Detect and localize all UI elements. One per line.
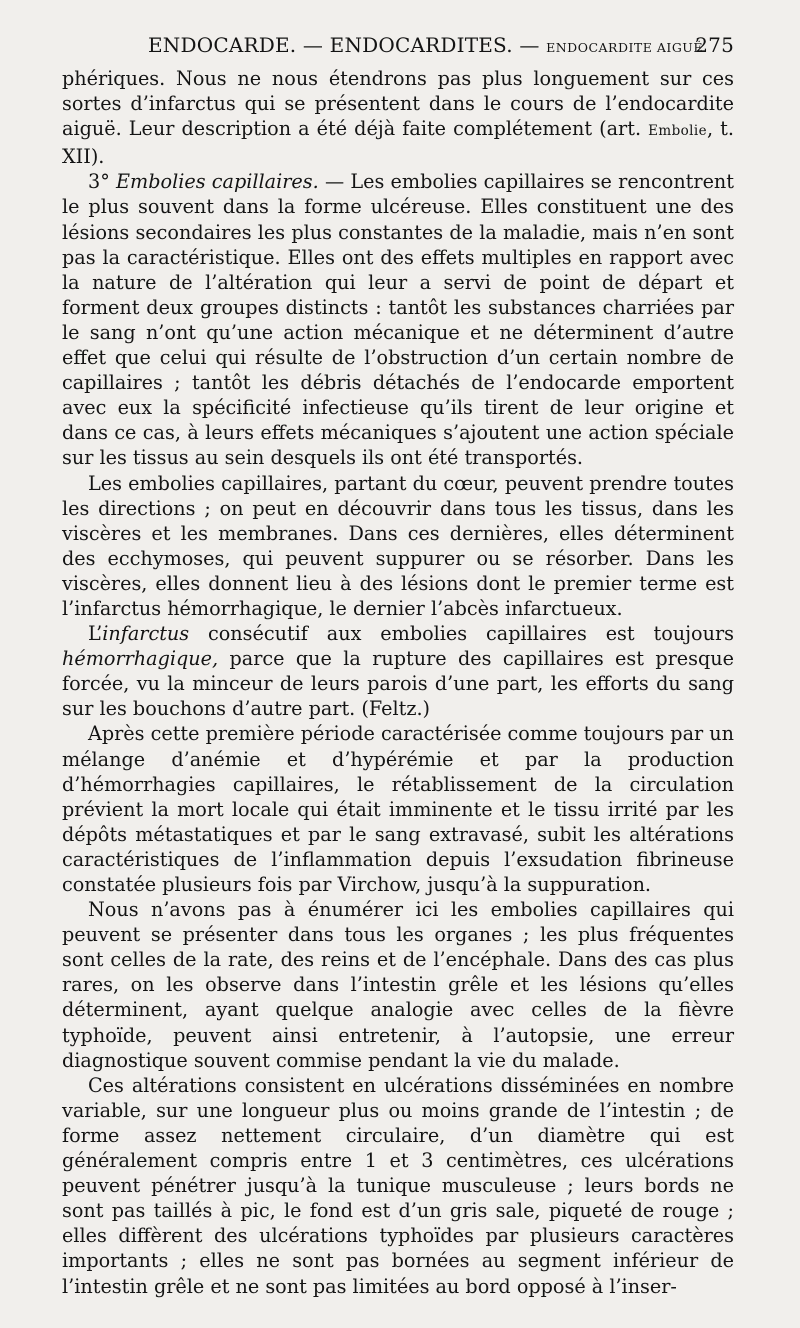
running-title xyxy=(148,33,707,57)
body-text xyxy=(62,66,734,1299)
paragraph: Après cette première période caractérisée comme toujours par un mélange d’anémie et d’hypérémie et par la production d’hémorrhagies capillaires, le rétablissement de la circulation prévient la mort locale qui était imminente et le tissu irrité par les dépôts métastatiques et par le sang extravasé, subit les altérations caractéristiques de l’inflammation depuis l’exsudation fibrineuse constatée plusieurs fois par Virchow, jusqu’à la suppuration. xyxy=(62,722,734,896)
section-heading: Embolies capillaires. xyxy=(116,170,319,194)
smallcaps-reference: Embolie xyxy=(648,123,707,140)
running-title-section: ENDOCARDITE AIGUË. xyxy=(546,40,708,55)
paragraph: L’infarctus consécutif aux embolies capillaires est toujours hémorrhagique, parce que la rupture des capillaires est presque forcée, vu la minceur de leurs parois d’une part, les efforts du sang sur les bouchons d’autre part. (Feltz.) xyxy=(62,622,734,721)
paragraph: Ces altérations consistent en ulcérations disséminées en nombre variable, sur une longueur plus ou moins grande de l’intestin ; de forme assez nettement circulaire, d’un diamètre qui est généralement compris entre 1 et 3 centimètres, ces ulcérations peuvent pénétrer jusqu’à la tunique musculeuse ; leurs bords ne sont pas taillés à pic, le fond est d’un gris sale, piqueté de rouge ; elles diffèrent des ulcérations typhoïdes par plusieurs caractères importants ; elles ne sont pas bornées au segment inférieur de l’intestin grêle et ne sont pas limitées au bord opposé à l’inser- xyxy=(62,1073,734,1298)
paragraph: phériques. Nous ne nous étendrons pas plus longuement sur ces sortes d’infarctus qui se présentent dans le cours de l’endocardite aiguë. Leur description a été déjà faite complétement (art. Embolie, t. XII). xyxy=(62,67,734,169)
page-number: 275 xyxy=(695,33,734,57)
paragraph: Les embolies capillaires, partant du cœur, peuvent prendre toutes les directions ; on peut en découvrir dans tous les tissus, dans les viscères et les membranes. Dans ces dernières, elles déterminent des ecchymoses, qui peuvent suppurer ou se résorber. Dans les viscères, elles donnent lieu à des lésions dont le premier terme est l’infarctus hémorrhagique, le dernier l’abcès infarctueux. xyxy=(62,471,734,620)
book-page xyxy=(62,30,734,1299)
italic-term: infarctus xyxy=(102,622,190,646)
paragraph: 3° Embolies capillaires. — Les embolies capillaires se rencontrent le plus souvent dans la forme ulcéreuse. Elles constituent une des lésions secondaires les plus constantes de la maladie, mais n’en sont pas la caractéristique. Elles ont des effets multiples en rapport avec la nature de l’altération qui leur a servi de point de départ et forment deux groupes distincts : tantôt les substances charriées par le sang n’ont qu’une action mécanique et ne déterminent d’autre effet que celui qui résulte de l’obstruction d’un certain nombre de capillaires ; tantôt les débris détachés de l’endocarde emportent avec eux la spécificité infectieuse qu’ils tirent de leur origine et dans ce cas, à leurs effets mécaniques s’ajoutent une action spéciale sur les tissus au sein desquels ils ont été transportés. xyxy=(62,170,734,470)
italic-term: hémorrhagique, xyxy=(62,647,219,671)
paragraph: Nous n’avons pas à énumérer ici les embolies capillaires qui peuvent se présenter dans tous les organes ; les plus fréquentes sont celles de la rate, des reins et de l’encéphale. Dans des cas plus rares, on les observe dans l’intestin grêle et les lésions qu’elles déterminent, ayant quelque analogie avec celles de la fièvre typhoïde, peuvent ainsi entretenir, à l’autopsie, une erreur diagnostique souvent commise pendant la vie du malade. xyxy=(62,898,734,1072)
running-head xyxy=(62,30,734,66)
running-title-main: ENDOCARDE. — ENDOCARDITES. — xyxy=(148,33,540,57)
